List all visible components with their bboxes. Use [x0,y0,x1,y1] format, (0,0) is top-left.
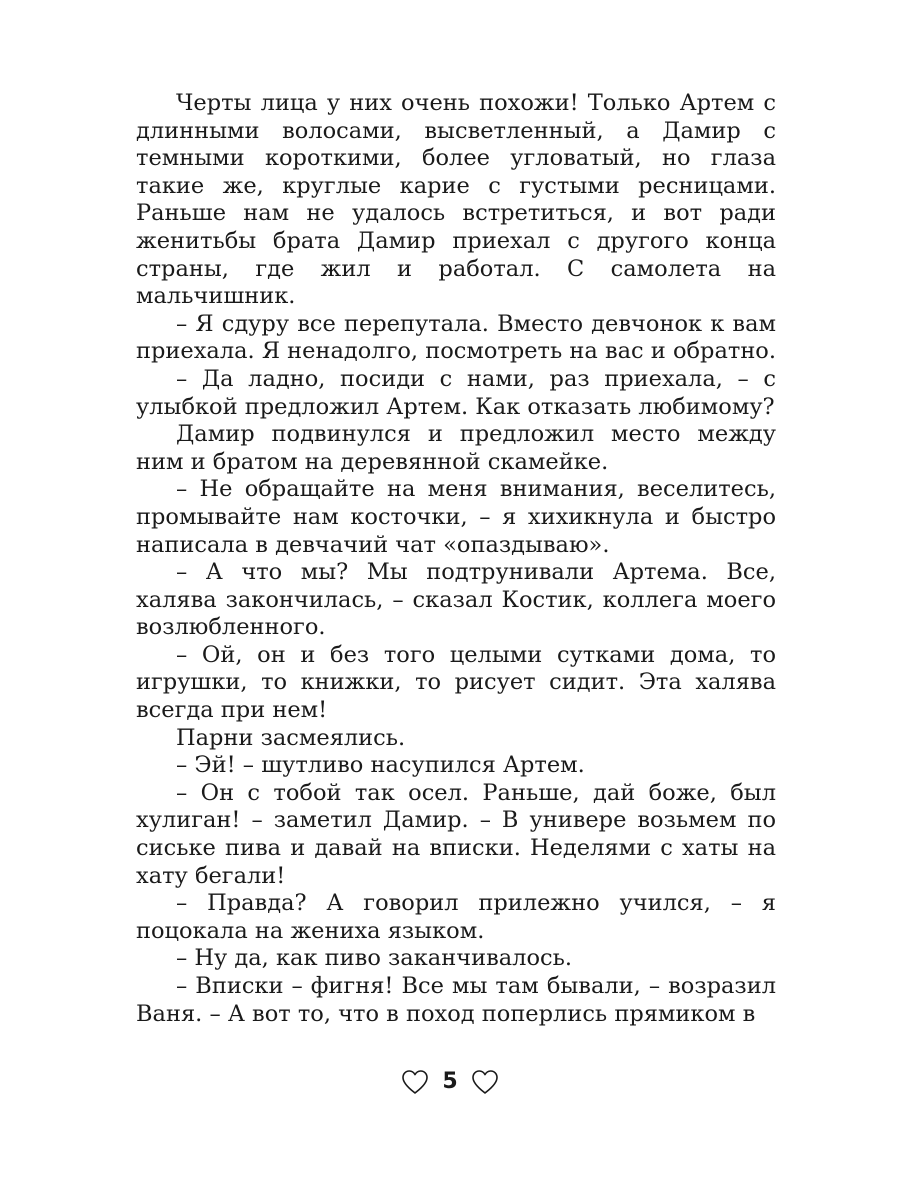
paragraph: – Вписки – фигня! Все мы там бывали, – возразил Ваня. – А вот то, что в поход поперлись прямиком в [136,973,776,1027]
page-footer [0,1062,900,1102]
page-number: 5 [442,1069,458,1094]
paragraph: Парни засмеялись. [176,724,406,751]
heart-outline-icon [400,1068,430,1096]
paragraph: – Да ладно, посиди с нами, раз приехала, – с улыбкой предложил Артем. Как отказать любимому? [136,365,776,420]
body-text [136,90,776,1028]
paragraph: – А что мы? Мы подтрунивали Артема. Все, халява закончилась, – сказал Костик, коллега моего возлюбленного. [136,559,776,641]
paragraph: – Правда? А говорил прилежно учился, – я поцокала на жениха языком. [136,890,776,944]
paragraph: – Не обращайте на меня внимания, веселитесь, промывайте нам косточки, – я хихикнула и быстро написала в девчачий чат «опаздываю». [136,476,776,558]
paragraph: Дамир подвинулся и предложил место между ним и братом на деревянной скамейке. [136,421,776,475]
paragraph: – Ой, он и без того целыми сутками дома, то игрушки, то книжки, то рисует сидит. Эта халява всегда при нем! [136,641,776,724]
paragraph: Черты лица у них очень похожи! Только Артем с длинными волосами, высветленный, а Дамир с темными короткими, более угловатый, но глаза такие же, круглые карие с густыми ресницами. Раньше нам не удалось встретиться, и вот ради женитьбы брата Дамир приехал с другого конца страны, где жил и работал. С самолета на мальчишник. [136,90,776,310]
paragraph: – Ну да, как пиво заканчивалось. [176,945,572,972]
paragraph: – Он с тобой так осел. Раньше, дай боже, был хулиган! – заметил Дамир. – В универе возьмем по сиське пива и давай на вписки. Неделями с хаты на хату бегали! [136,779,776,889]
paragraph: – Я сдуру все перепутала. Вместо девчонок к вам приехала. Я ненадолго, посмотреть на вас и обратно. [136,310,777,365]
heart-outline-icon [470,1068,500,1096]
paragraph: – Эй! – шутливо насупился Артем. [176,752,585,779]
